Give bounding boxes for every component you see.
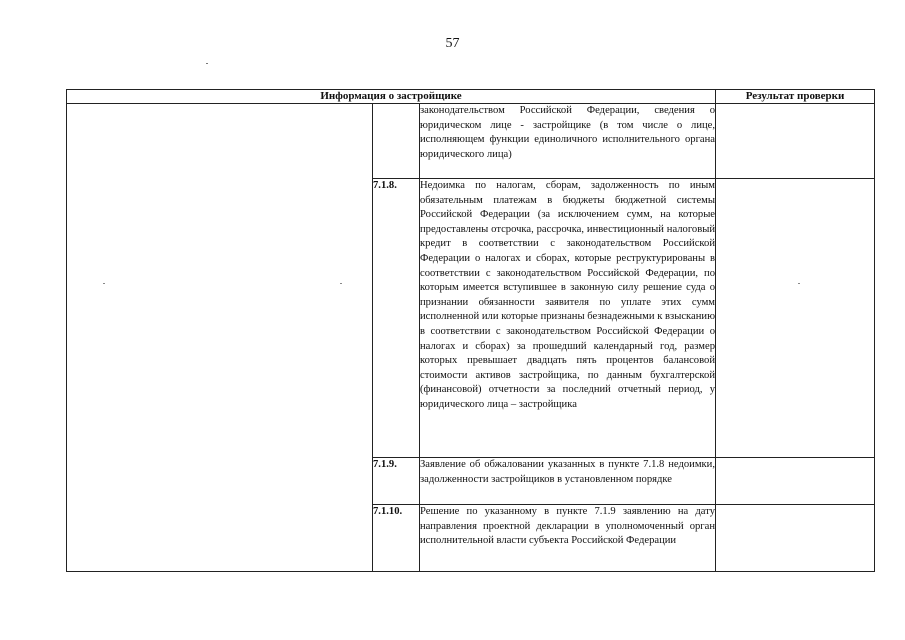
result-cell (716, 505, 875, 572)
row-text: Заявление об обжаловании указанных в пункте 7.1.8 недоимки, задолженности застройщиков в установленном порядке (420, 458, 716, 505)
table-row (67, 104, 875, 179)
developer-info-table (66, 89, 875, 572)
row-text: законодательством Российской Федерации, сведения о юридическом лице - застройщике (в том числе о лице, исполняющем функции единоличного исполнительного органа юридического лица) (420, 104, 716, 179)
result-cell (716, 458, 875, 505)
row-number: 7.1.9. (373, 458, 420, 505)
row-number: 7.1.10. (373, 505, 420, 572)
page-number: 57 (445, 36, 460, 51)
row-number: 7.1.8. (373, 179, 420, 458)
row-text: Решение по указанному в пункте 7.1.9 заявлению на дату направления проектной декларации в уполномоченный орган исполнительной власти субъекта Российской Федерации (420, 505, 716, 572)
result-cell (716, 179, 875, 458)
header-developer-info: Информация о застройщике (67, 90, 716, 104)
row-text: Недоимка по налогам, сборам, задолженность по иным обязательным платежам в бюджеты бюджетной системы Российской Федерации (за исключением сумм, на которые предоставлены отсрочка, рассрочка, инвестиционный налоговый кредит в соответствии с законодательством Российской Федерации о налогах и сборах, которые реструктурированы в соответствии с законодательством Российской Федерации, по которым имеется вступившее в законную силу решение суда о признании обязанности заявителя по уплате этих сумм исполненной или которые признаны безнадежными к взысканию в соответствии с законодательством Российской Федерации о налогах и сборах) за прошедший календарный год, размер которых превышает двадцать пять процентов балансовой стоимости активов застройщика, по данным бухгалтерской (финансовой) отчетности за последний отчетный период, у юридического лица – застройщика (420, 179, 716, 458)
result-cell (716, 104, 875, 179)
row-number (373, 104, 420, 179)
header-check-result: Результат проверки (716, 90, 875, 104)
scan-speck (206, 63, 208, 64)
left-blank-cell (67, 104, 373, 572)
table-header-row (67, 90, 875, 104)
